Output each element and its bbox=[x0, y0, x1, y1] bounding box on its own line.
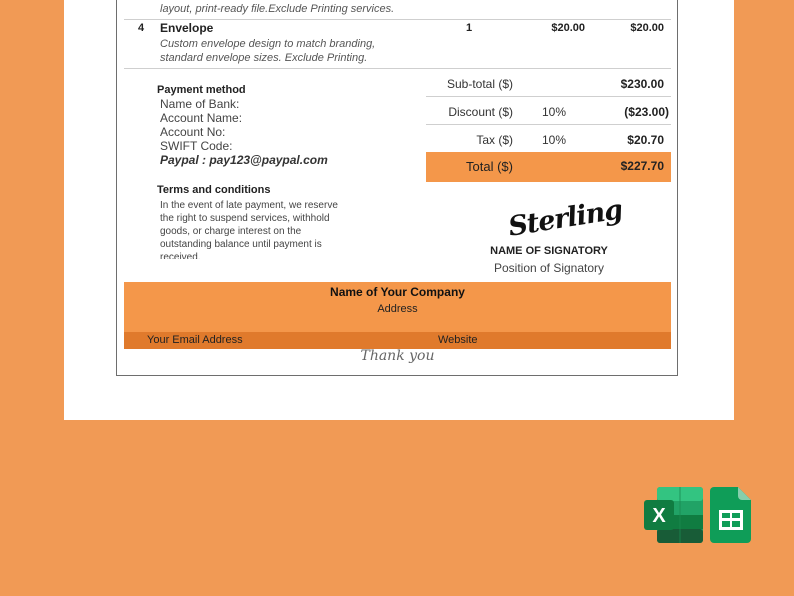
item-name: Envelope bbox=[160, 21, 214, 35]
prev-item-description: layout, print-ready file.Exclude Printing services. bbox=[160, 3, 395, 15]
tax-label: Tax ($) bbox=[476, 133, 513, 147]
discount-rate: 10% bbox=[542, 105, 567, 119]
terms-heading: Terms and conditions bbox=[157, 184, 271, 196]
tax-value: $20.70 bbox=[627, 133, 664, 147]
signatory-name: NAME OF SIGNATORY bbox=[490, 245, 608, 257]
signature-script: Sterling bbox=[506, 194, 625, 243]
payment-bank: Name of Bank: bbox=[160, 97, 240, 111]
item-desc-line2: standard envelope sizes. Exclude Printing. bbox=[160, 52, 368, 64]
signatory-position: Position of Signatory bbox=[493, 261, 605, 275]
item-desc-line1: Custom envelope design to match branding, bbox=[160, 38, 376, 50]
tax-rate: 10% bbox=[542, 133, 567, 147]
subtotal-label: Sub-total ($) bbox=[446, 77, 513, 91]
excel-icon bbox=[643, 486, 705, 544]
total-value: $227.70 bbox=[620, 159, 664, 173]
footer-website: Website bbox=[438, 334, 478, 346]
discount-value: ($23.00) bbox=[624, 105, 669, 119]
payment-paypal: Paypal : pay123@paypal.com bbox=[160, 153, 328, 167]
terms-line: In the event of late payment, we reserve bbox=[160, 200, 338, 211]
payment-swift: SWIFT Code: bbox=[160, 139, 233, 153]
item-amount: $20.00 bbox=[630, 22, 664, 34]
terms-line: received. bbox=[160, 252, 201, 259]
google-sheets-icon bbox=[710, 486, 752, 544]
footer-address: Address bbox=[377, 303, 418, 315]
terms-line: outstanding balance until payment is bbox=[160, 239, 322, 250]
terms-line: goods, or charge interest on the bbox=[160, 226, 302, 237]
payment-account-no: Account No: bbox=[160, 125, 226, 139]
summary-divider bbox=[426, 124, 671, 125]
payment-account-name: Account Name: bbox=[160, 111, 243, 125]
item-qty: 1 bbox=[466, 22, 473, 34]
summary-divider bbox=[426, 96, 671, 97]
terms-body bbox=[160, 199, 360, 259]
discount-label: Discount ($) bbox=[448, 105, 513, 119]
footer-email: Your Email Address bbox=[147, 334, 243, 346]
item-unit-price: $20.00 bbox=[551, 22, 585, 34]
svg-text:X: X bbox=[652, 505, 666, 527]
item-number: 4 bbox=[138, 22, 145, 34]
footer-company: Name of Your Company bbox=[330, 285, 465, 299]
subtotal-value: $230.00 bbox=[620, 77, 664, 91]
total-label: Total ($) bbox=[466, 159, 513, 174]
row-divider bbox=[124, 68, 671, 69]
payment-method-heading: Payment method bbox=[157, 84, 246, 96]
row-divider bbox=[124, 19, 671, 20]
thank-you: Thank you bbox=[360, 348, 435, 364]
terms-line: the right to suspend services, withhold bbox=[160, 213, 330, 224]
